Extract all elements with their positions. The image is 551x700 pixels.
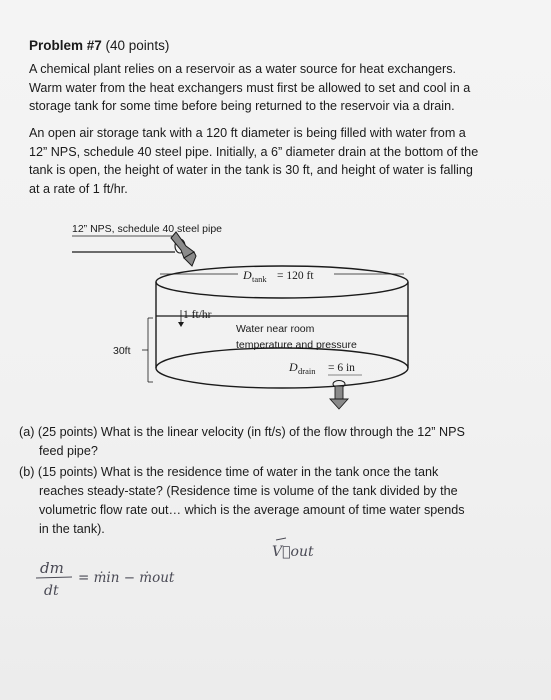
- question-b-line: (b) (15 points) What is the residence time of water in the tank once the tank: [19, 465, 439, 479]
- fall-rate-label: 1 ft/hr: [183, 309, 212, 321]
- text-line: at a rate of 1 ft/hr.: [29, 181, 128, 196]
- d-drain-subscript: drain: [298, 366, 316, 376]
- text-line: A chemical plant relies on a reservoir as a water source for heat exchangers.: [29, 62, 457, 76]
- hand-dm: dm: [40, 559, 64, 577]
- pipe-label: 12” NPS, schedule 40 steel pipe: [72, 223, 223, 235]
- text-line: Warm water from the heat exchangers must first be allowed to set and cool in a: [29, 80, 471, 95]
- height-label: 30ft: [113, 345, 131, 357]
- d-drain-value: = 6 in: [328, 362, 355, 374]
- question-a-line: (a) (25 points) What is the linear velocity (in ft/s) of the flow through the 12” NPS: [19, 425, 465, 439]
- d-tank-value: = 120 ft: [277, 270, 314, 282]
- fall-rate-arrowhead: [178, 322, 184, 327]
- text-line: storage tank for some time before being returned to the reservoir via a drain.: [29, 99, 455, 114]
- inflow-arrow: [171, 232, 196, 266]
- hand-rhs: = ṁin − ṁout: [78, 570, 175, 586]
- question-b-line: in the tank).: [39, 522, 105, 536]
- drain-outflow-arrow: [330, 386, 348, 409]
- water-note-line1: Water near room: [236, 323, 315, 335]
- d-tank-symbol: D: [243, 268, 252, 282]
- question-b: [19, 463, 519, 539]
- text-line: An open air storage tank with a 120 ft diameter is being filled with water from a: [29, 126, 466, 140]
- problem-number: Problem #7: [29, 38, 102, 53]
- hand-dt: dt: [44, 583, 59, 599]
- water-note-line2: temperature and pressure: [236, 339, 357, 351]
- hand-vout: V⃗out: [272, 544, 314, 560]
- question-b-line: volumetric flow rate out… which is the average amount of time water spends: [39, 503, 465, 517]
- tank-bottom: [156, 348, 408, 388]
- text-line: tank is open, the height of water in the tank is 30 ft, and height of water is falling: [29, 163, 473, 178]
- d-drain-symbol: D: [289, 360, 298, 374]
- problem-points: (40 points): [101, 38, 170, 53]
- text-line: 12” NPS, schedule 40 steel pipe. Initially, a 6” diameter drain at the bottom of the: [29, 144, 479, 159]
- question-b-line: reaches steady-state? (Residence time is volume of the tank divided by the: [39, 484, 458, 498]
- question-a: [19, 423, 519, 461]
- d-tank-subscript: tank: [252, 274, 267, 284]
- question-a-line: feed pipe?: [39, 444, 98, 458]
